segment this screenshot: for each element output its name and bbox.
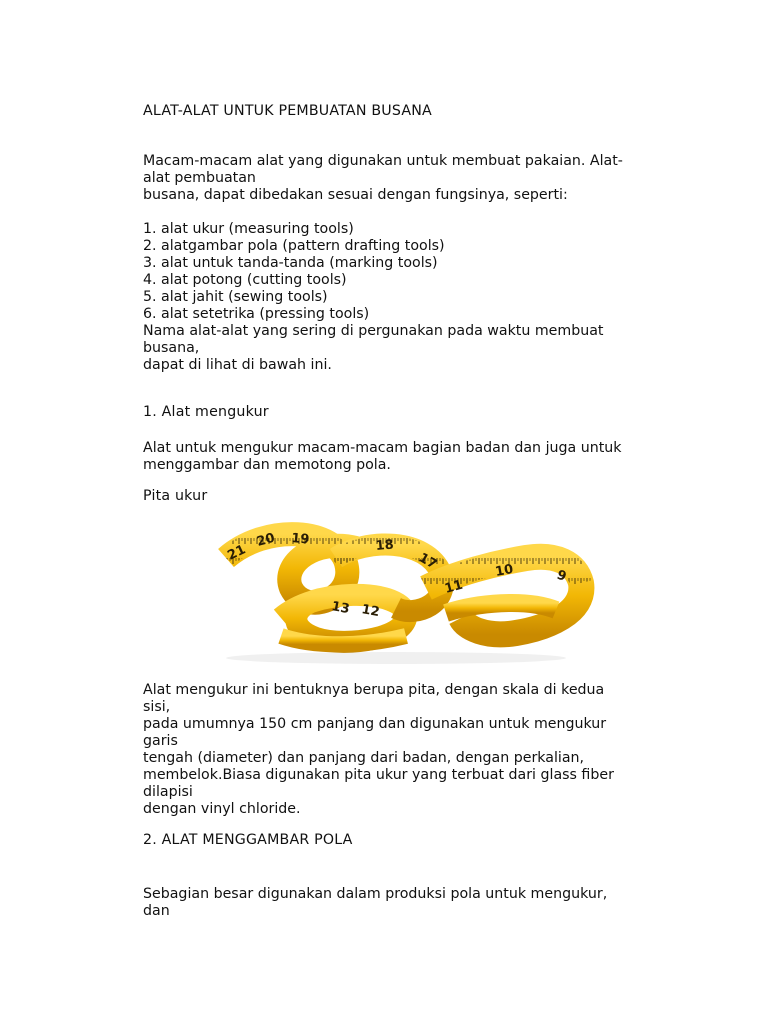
names-note-line: dapat di lihat di bawah ini. xyxy=(143,357,332,373)
list-item: 1. alat ukur (measuring tools) xyxy=(143,221,354,237)
list-item: 2. alatgambar pola (pattern drafting tools) xyxy=(143,238,445,254)
description-line: garis xyxy=(143,733,178,749)
description-line: Alat mengukur ini bentuknya berupa pita, dengan skala di kedua xyxy=(143,682,605,698)
intro-paragraph xyxy=(143,153,661,204)
intro-line: busana, dapat dibedakan sesuai dengan fungsinya, seperti: xyxy=(143,187,568,203)
description-line: pada umumnya 150 cm panjang dan digunakan untuk mengukur xyxy=(143,716,607,732)
tape-number: 18 xyxy=(375,537,395,554)
pita-ukur-description xyxy=(143,682,661,818)
tape-number: 19 xyxy=(290,531,310,548)
description-line: sisi, xyxy=(143,699,171,715)
description-line: dan xyxy=(143,903,170,919)
tape-number: 9 xyxy=(554,567,569,585)
description-line: Alat untuk mengukur macam-macam bagian badan dan juga untuk xyxy=(143,440,622,456)
tape-number: 11 xyxy=(443,577,465,597)
subheading-pita-ukur: Pita ukur xyxy=(143,488,208,504)
list-item: 3. alat untuk tanda-tanda (marking tools) xyxy=(143,255,438,271)
names-note-line: busana, xyxy=(143,340,200,356)
intro-line: Macam-macam alat yang digunakan untuk membuat pakaian. Alat- xyxy=(143,153,623,169)
measuring-tape-image xyxy=(196,518,596,668)
section-heading-alat-menggambar-pola: 2. ALAT MENGGAMBAR POLA xyxy=(143,832,353,848)
list-item: 5. alat jahit (sewing tools) xyxy=(143,289,328,305)
tape-number: 20 xyxy=(255,530,277,550)
list-item: 4. alat potong (cutting tools) xyxy=(143,272,347,288)
tools-list xyxy=(143,221,661,374)
tape-number: 17 xyxy=(416,550,440,573)
tape-ribbon-right-2 xyxy=(446,603,556,613)
list-item: 6. alat setetrika (pressing tools) xyxy=(143,306,370,322)
section1-description xyxy=(143,440,661,474)
tape-number: 12 xyxy=(360,602,381,621)
description-line: dilapisi xyxy=(143,784,193,800)
description-line: menggambar dan memotong pola. xyxy=(143,457,391,473)
tape-front-strip xyxy=(281,636,406,644)
names-note-line: Nama alat-alat yang sering di pergunakan pada waktu membuat xyxy=(143,323,604,339)
tape-number: 21 xyxy=(225,542,249,564)
tape-number: 10 xyxy=(494,562,515,580)
section2-description xyxy=(143,886,661,920)
description-line: tengah (diameter) dan panjang dari badan, dengan perkalian, xyxy=(143,750,585,766)
tape-shadow xyxy=(226,652,566,664)
section-heading-alat-mengukur: 1. Alat mengukur xyxy=(143,404,269,420)
description-line: dengan vinyl chloride. xyxy=(143,801,301,817)
document-title: ALAT-ALAT UNTUK PEMBUATAN BUSANA xyxy=(143,103,432,119)
intro-line: alat pembuatan xyxy=(143,170,256,186)
measuring-tape-illustration xyxy=(196,518,596,668)
description-line: Sebagian besar digunakan dalam produksi pola untuk mengukur, xyxy=(143,886,608,902)
description-line: membelok.Biasa digunakan pita ukur yang terbuat dari glass fiber xyxy=(143,767,614,783)
tape-number: 13 xyxy=(330,599,351,618)
